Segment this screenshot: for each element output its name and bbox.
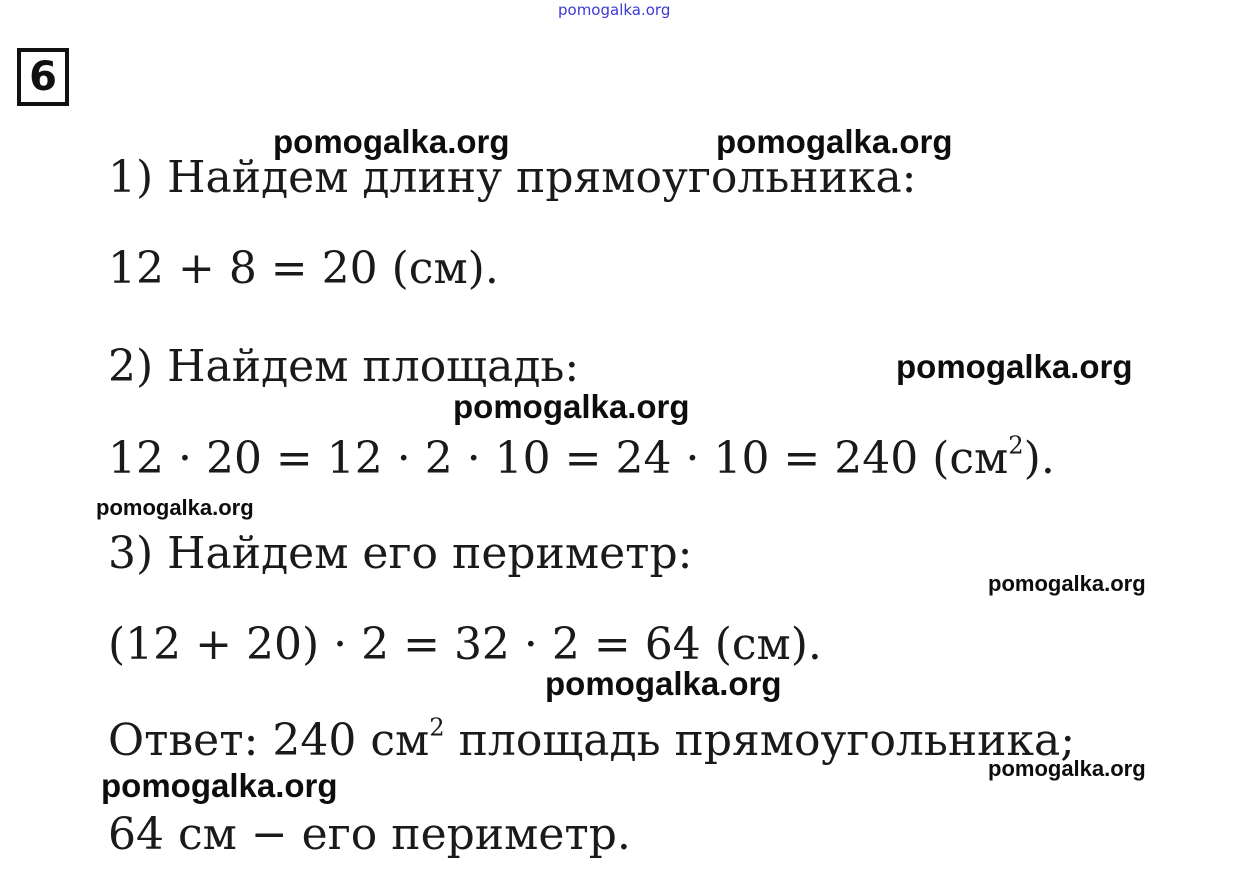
step2-title: 2) Найдем площадь: bbox=[108, 341, 580, 392]
step2-expression-main: 12 · 20 = 12 · 2 · 10 = 24 · 10 = 240 (см bbox=[108, 433, 1009, 484]
watermark-4: pomogalka.org bbox=[453, 388, 690, 425]
step2-expression-exponent: 2 bbox=[1008, 431, 1024, 460]
answer-exponent: 2 bbox=[429, 713, 445, 742]
watermark-3: pomogalka.org bbox=[896, 348, 1133, 385]
step1-expression: 12 + 8 = 20 (см). bbox=[108, 243, 499, 294]
site-watermark-top: pomogalka.org bbox=[558, 1, 671, 19]
watermark-5: pomogalka.org bbox=[96, 495, 254, 520]
step3-expression: (12 + 20) · 2 = 32 · 2 = 64 (см). bbox=[108, 619, 822, 670]
task-number: 6 bbox=[29, 54, 57, 100]
step3-title: 3) Найдем его периметр: bbox=[108, 528, 693, 579]
watermark-6: pomogalka.org bbox=[988, 571, 1146, 596]
task-number-box bbox=[17, 48, 69, 106]
watermark-8: pomogalka.org bbox=[988, 756, 1146, 781]
answer-line-2: 64 см − его периметр. bbox=[108, 809, 631, 860]
answer-line-1 bbox=[108, 713, 1076, 766]
answer-tail: площадь прямоугольника; bbox=[444, 715, 1076, 766]
watermark-2: pomogalka.org bbox=[716, 123, 953, 160]
step2-expression bbox=[108, 431, 1055, 484]
watermark-7: pomogalka.org bbox=[545, 665, 782, 702]
step1-title: 1) Найдем длину прямоугольника: bbox=[108, 152, 917, 203]
watermark-9: pomogalka.org bbox=[101, 767, 338, 804]
watermark-1: pomogalka.org bbox=[273, 123, 510, 160]
answer-main: Ответ: 240 см bbox=[108, 715, 430, 766]
step2-expression-tail: ). bbox=[1023, 433, 1055, 484]
